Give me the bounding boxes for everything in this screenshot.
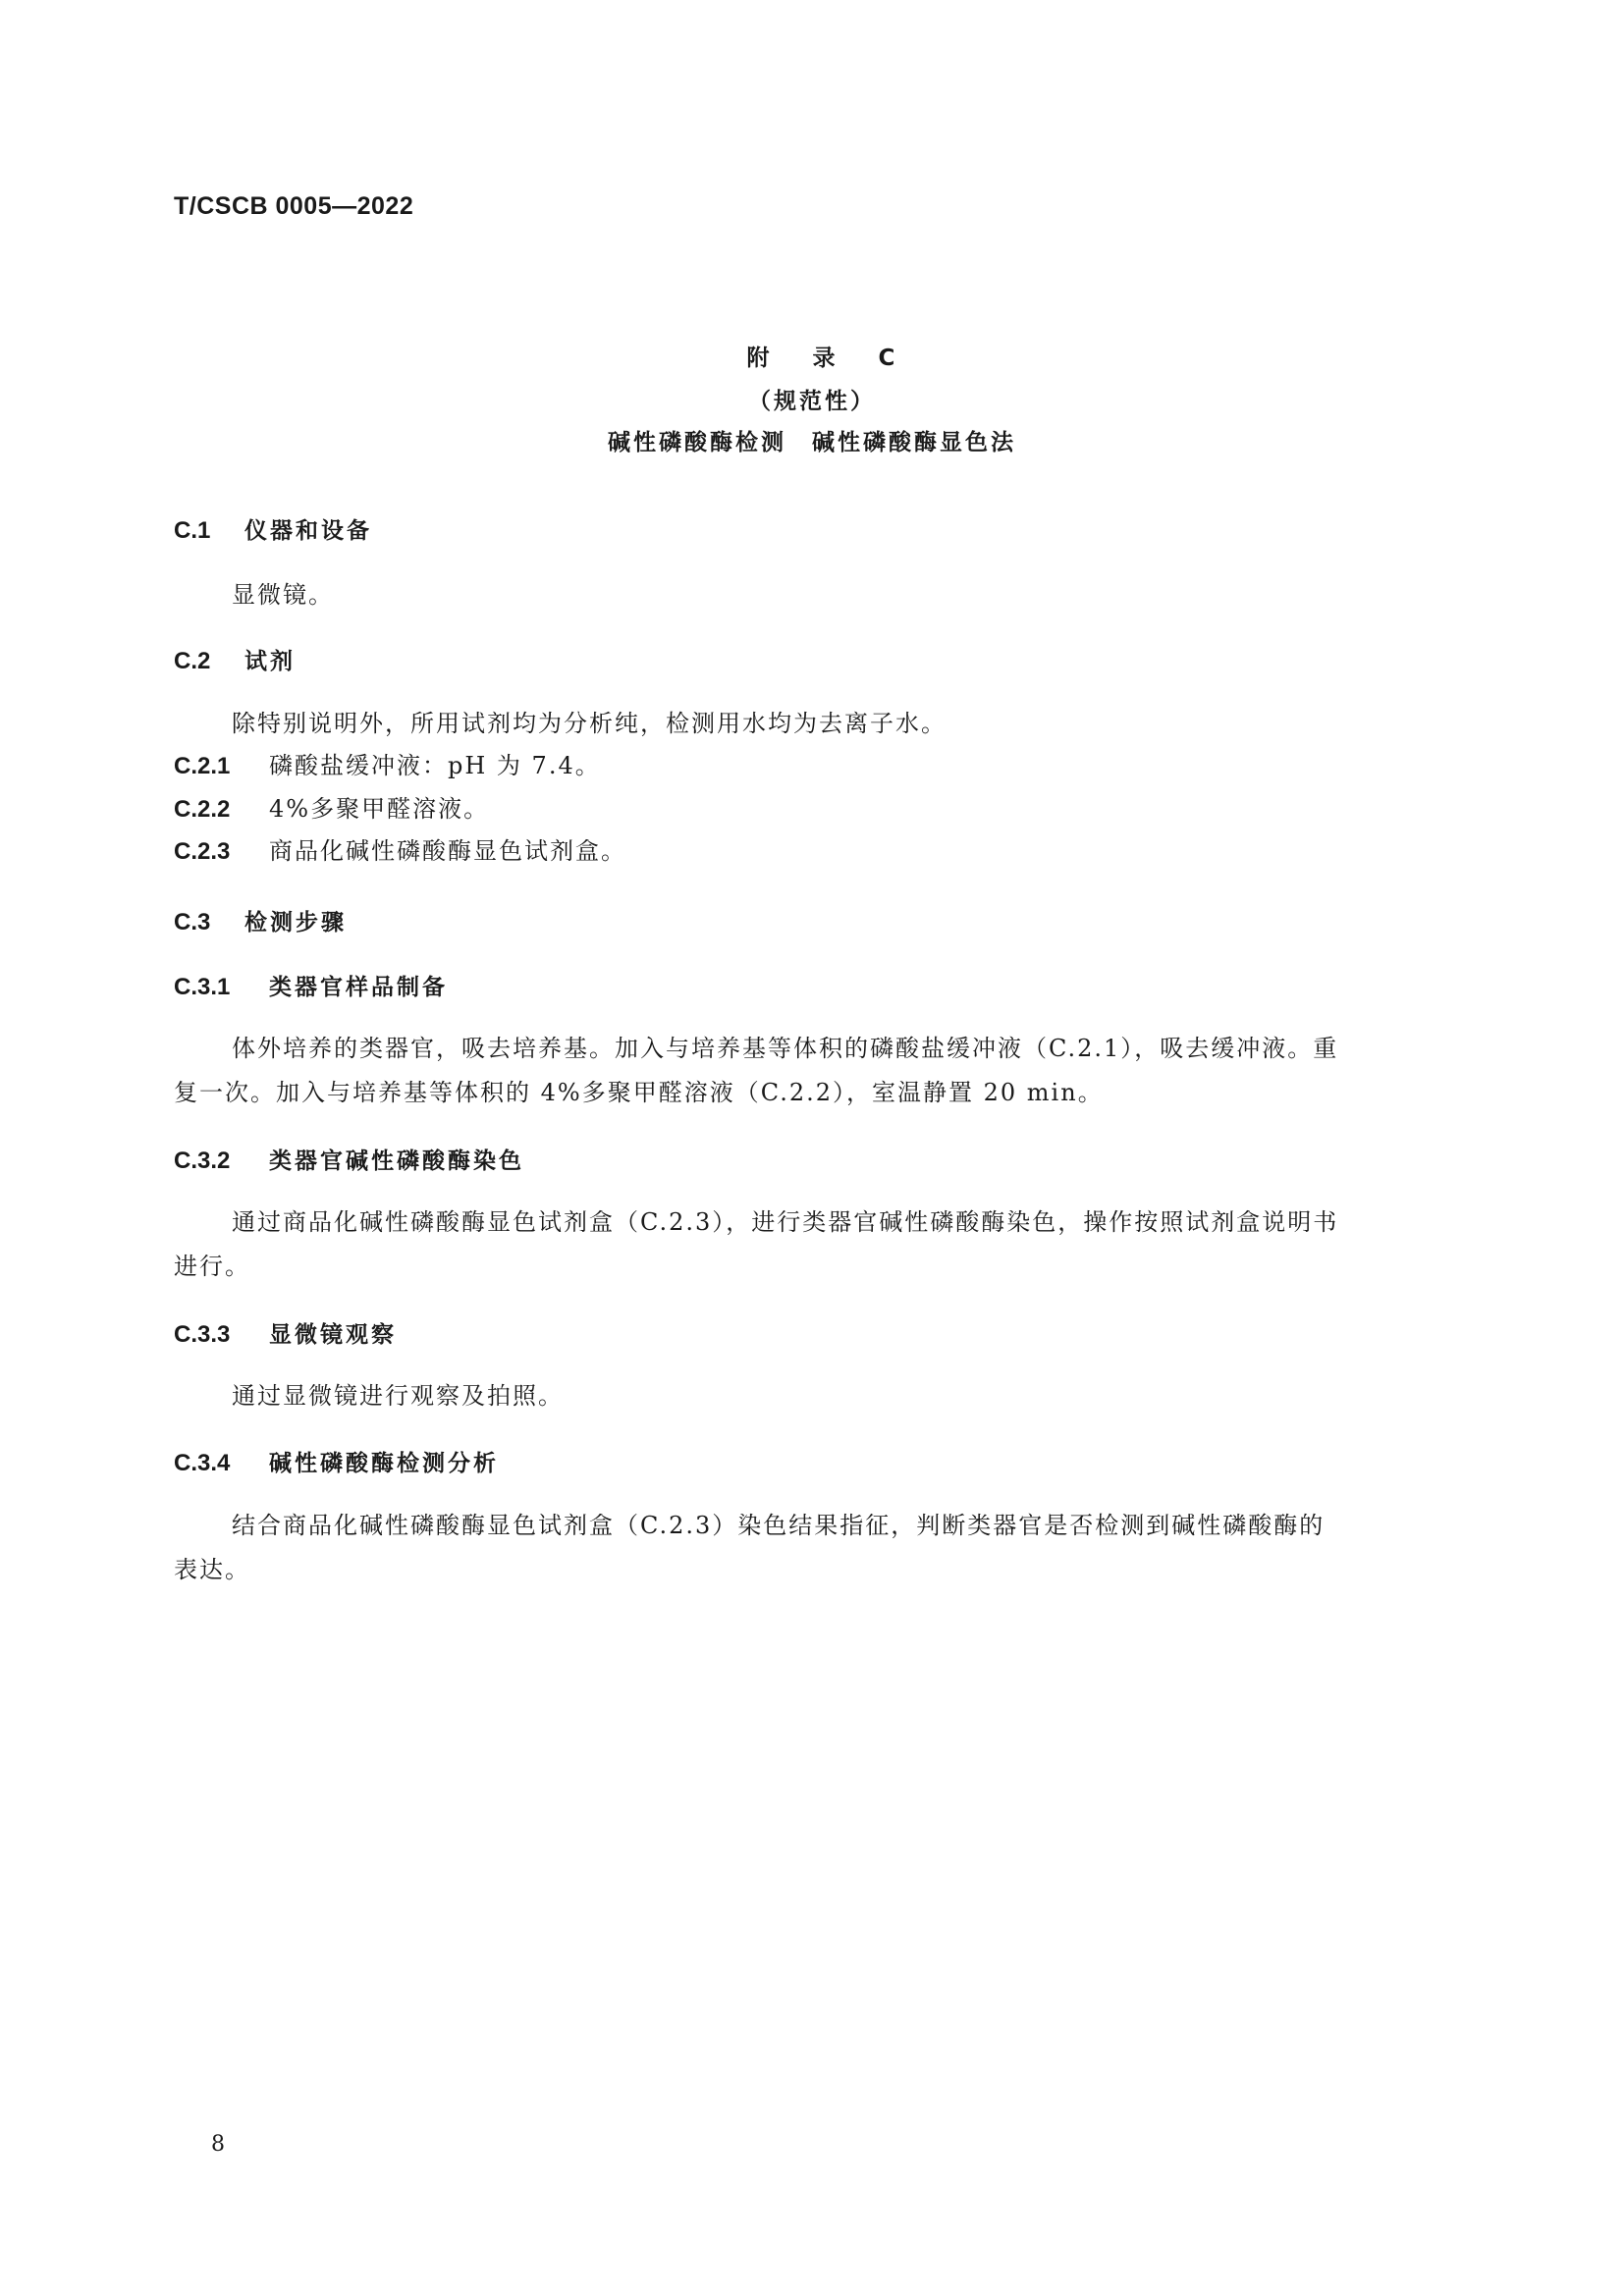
subsection-heading-c32 [174,1143,524,1175]
item-text: 商品化碱性磷酸酶显色试剂盒。 [269,837,626,865]
subsection-number: C.3.3 [174,1321,231,1348]
subsection-number: C.3.4 [174,1450,231,1476]
section-heading-c1 [174,512,372,545]
item-number: C.2.3 [174,838,231,865]
subsection-title: 碱性磷酸酶检测分析 [269,1451,499,1476]
item-text: 磷酸盐缓冲液：pH 为 7.4。 [269,752,601,779]
section-heading-c3 [174,904,347,936]
section-title: 试剂 [244,649,296,674]
page-number: 8 [211,2132,225,2157]
item-number: C.2.1 [174,753,231,779]
section-number: C.3 [174,909,211,935]
list-item-c21 [174,744,1450,788]
list-item-c23 [174,829,1450,874]
section-heading-c2 [174,643,296,675]
subsection-heading-c34 [174,1445,499,1477]
section-number: C.2 [174,648,211,674]
subsection-heading-c33 [174,1316,397,1349]
section-number: C.1 [174,517,211,544]
subsection-c31-line-2: 复一次。加入与培养基等体积的 4%多聚甲醛溶液（C.2.2），室温静置 20 min。 [174,1079,1104,1106]
subsection-number: C.3.1 [174,974,231,1000]
appendix-name: 碱性磷酸酶检测 碱性磷酸酶显色法 [608,430,1016,455]
subsection-c33-line-1: 通过显微镜进行观察及拍照。 [232,1382,564,1410]
section-title: 仪器和设备 [244,518,372,544]
section-c1-body: 显微镜。 [232,581,334,609]
subsection-heading-c31 [174,969,448,1001]
subsection-c34-line-1: 结合商品化碱性磷酸酶显色试剂盒（C.2.3）染色结果指征，判断类器官是否检测到碱性磷酸酶的 [232,1512,1326,1539]
section-title: 检测步骤 [244,910,347,935]
section-c2-body: 除特别说明外，所用试剂均为分析纯，检测用水均为去离子水。 [232,710,947,737]
subsection-c32-line-1: 通过商品化碱性磷酸酶显色试剂盒（C.2.3），进行类器官碱性磷酸酶染色，操作按照试剂盒说明书 [232,1208,1339,1236]
subsection-c31-line-1: 体外培养的类器官，吸去培养基。加入与培养基等体积的磷酸盐缓冲液（C.2.1），吸去缓冲液。重 [232,1035,1339,1062]
appendix-title: 附 录 C [746,346,913,371]
subsection-c34-line-2: 表达。 [174,1556,250,1583]
item-number: C.2.2 [174,796,231,823]
appendix-nature: （规范性） [748,389,876,414]
subsection-number: C.3.2 [174,1148,231,1174]
item-text: 4%多聚甲醛溶液。 [269,795,490,823]
subsection-title: 类器官碱性磷酸酶染色 [269,1148,524,1174]
subsection-c32-line-2: 进行。 [174,1253,250,1280]
list-item-c22 [174,787,1450,831]
subsection-title: 类器官样品制备 [269,975,448,1000]
subsection-title: 显微镜观察 [269,1322,397,1348]
standard-code: T/CSCB 0005—2022 [174,192,414,220]
